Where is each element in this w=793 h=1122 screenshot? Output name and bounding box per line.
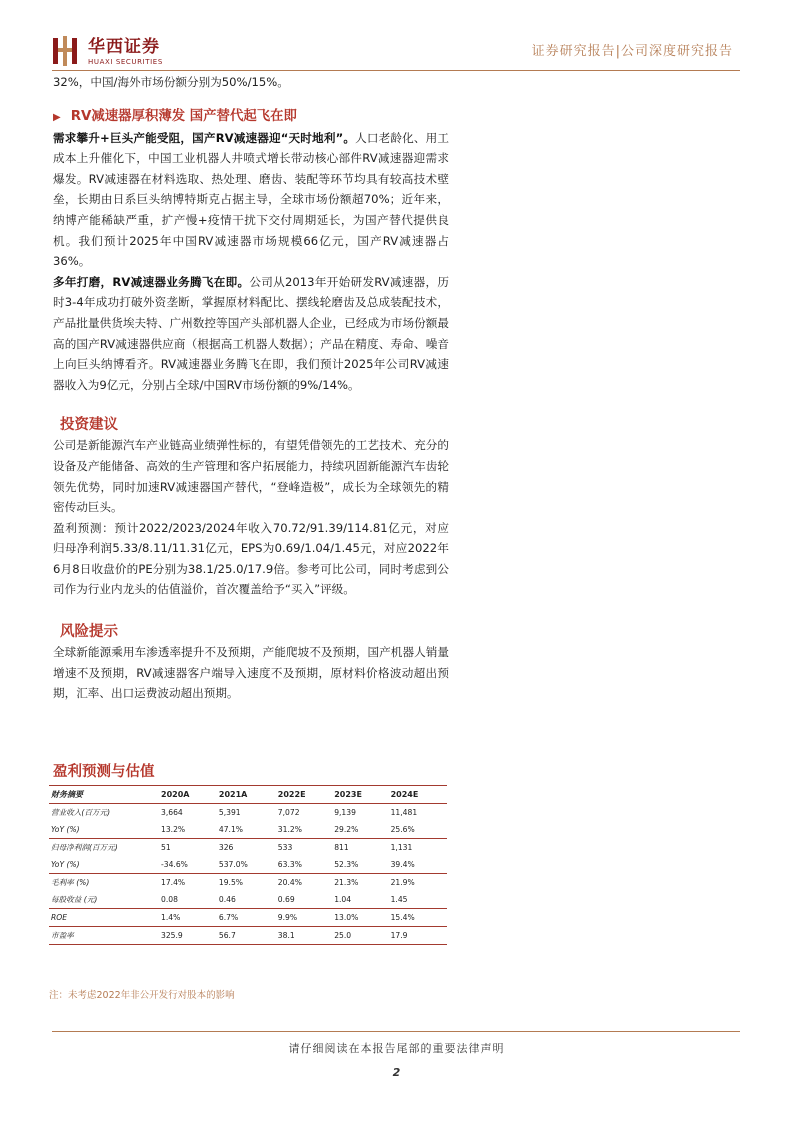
page-header	[0, 0, 793, 72]
table-cell: 15.4%	[391, 909, 447, 927]
report-type-label: 证券研究报告|公司深度研究报告	[531, 44, 733, 59]
table-cell: 533	[278, 839, 334, 857]
table-cell: 0.46	[218, 895, 236, 904]
rv-section-heading	[53, 107, 449, 128]
table-cell: 1.45	[390, 895, 408, 904]
table-cell: 5,391	[218, 808, 241, 817]
table-row	[49, 856, 447, 874]
header-divider	[52, 70, 740, 71]
brand-name-english: HUAXI SECURITIES	[88, 58, 163, 66]
table-cell: 811	[334, 839, 390, 857]
table-cell: 17.4%	[161, 874, 219, 892]
table-cell: -34.6%	[161, 860, 188, 869]
table-cell: 0.08	[161, 895, 178, 904]
header-cell: 2024E	[391, 786, 447, 804]
table-note: 注：未考虑2022年非公开发行对股本的影响	[49, 990, 235, 1001]
header-cell: 2022E	[278, 786, 334, 804]
table-cell: 13.0%	[334, 909, 390, 927]
table-cell: 47.1%	[218, 825, 244, 834]
row-label: 归母净利润(百万元)	[49, 839, 161, 857]
table-cell: 17.9	[391, 927, 447, 945]
rv-paragraph-2-lead: 多年打磨，RV减速器业务腾飞在即。	[53, 274, 250, 289]
table-cell: 25.0	[334, 927, 390, 945]
table-row	[49, 927, 447, 945]
row-label: 市盈率	[49, 927, 161, 945]
invest-paragraph-1: 公司是新能源汽车产业链高业绩弹性标的，有望凭借领先的工艺技术、充分的设备及产能储备、高效的生产管理和客户拓展能力，持续巩固新能源汽车齿轮领先优势，同时加速RV减速器国产替代，“登峰造极”，成长为全球领先的精密传动巨头。	[53, 438, 449, 515]
table-cell: 0.69	[277, 895, 295, 904]
table-row	[49, 804, 447, 822]
table-cell: 326	[219, 839, 278, 857]
page-number: 2	[392, 1066, 401, 1079]
table-cell: 1.4%	[161, 909, 219, 927]
table-title: 盈利预测与估值	[53, 764, 155, 780]
table-cell: 7,072	[277, 808, 300, 817]
invest-paragraph-2: 盈利预测：预计2022/2023/2024年收入70.72/91.39/114.81亿元，对应归母净利润5.33/8.11/11.31亿元，EPS为0.69/1.04/1.45元，对应2022年6月8日收盘价的PE分别为38.1/25.0/17.9倍。参考可比公司，同时考虑到公司作为行业内龙头的估值溢价，首次覆盖给予“买入”评级。	[53, 520, 449, 597]
rv-paragraph-2-text: 公司从2013年开始研发RV减速器，历时3-4年成功打破外资垄断，掌握原材料配比、摆线轮磨齿及总成装配技术，产品批量供货埃夫特、广州数控等国产头部机器人企业，已经成为市场份额最高的国产RV减速器供应商（根据高工机器人数据）；产品在精度、寿命、噪音上向巨头纳博看齐。RV减速器业务腾飞在即，我们预计2025年公司RV减速器收入为9亿元，分别占全球/中国RV市场份额的9%/14%。	[53, 274, 450, 392]
header-cell: 2021A	[219, 786, 278, 804]
table-cell: 39.4%	[390, 860, 415, 869]
table-cell: 20.4%	[278, 874, 334, 892]
rv-section-heading-text: RV减速器厚积薄发 国产替代起飞在即	[70, 108, 297, 124]
table-cell: 6.7%	[219, 909, 278, 927]
table-row	[49, 821, 447, 839]
rv-paragraph-1-lead: 需求攀升+巨头产能受阻，国产RV减速器迎“天时地利”。	[53, 130, 356, 145]
row-label: 毛利率 (%)	[49, 874, 161, 892]
brand-name: 华西证券	[88, 37, 160, 57]
rv-paragraph-1-text: 人口老龄化、用工成本上升催化下，中国工业机器人井喷式增长带动核心部件RV减速器迎需求爆发。RV减速器在材料选取、热处理、磨齿、装配等环节均具有较高技术壁垒，长期由日系巨头纳博特斯克占据主导，全球市场份额超70%；近年来，纳博产能稀缺严重，扩产慢+疫情干扰下交付周期延长，为国产替代提供良机。我们预计2025年中国RV减速器市场规模66亿元，国产RV减速器占36%。	[53, 130, 449, 269]
table-cell: 9.9%	[278, 909, 334, 927]
table-cell: 51	[161, 839, 219, 857]
table-cell: 11,481	[390, 808, 418, 817]
row-label: YoY (%)	[51, 825, 80, 834]
row-label: ROE	[49, 909, 161, 927]
row-label: 每股收益 (元)	[51, 895, 98, 904]
triangle-bullet-icon: ▶	[53, 111, 61, 123]
intro-text: 32%，中国/海外市场份额分别为50%/15%。	[53, 75, 289, 89]
table-cell: 31.2%	[277, 825, 302, 834]
table-cell: 9,139	[334, 808, 356, 817]
table-cell: 56.7	[219, 927, 278, 945]
row-label: 营业收入(百万元)	[51, 808, 111, 817]
forecast-table	[49, 785, 447, 945]
table-cell: 13.2%	[161, 825, 186, 834]
table-cell: 52.3%	[334, 860, 359, 869]
row-label: YoY (%)	[51, 860, 80, 869]
rv-paragraph-1	[53, 128, 449, 272]
table-row	[49, 891, 447, 909]
table-row	[49, 874, 447, 892]
table-cell: 29.2%	[334, 825, 359, 834]
header-cell: 2020A	[161, 786, 219, 804]
table-cell: 3,664	[161, 808, 183, 817]
footer-divider	[52, 1031, 740, 1032]
huaxi-logo-icon	[52, 36, 78, 66]
risk-title: 风险提示	[60, 624, 118, 641]
main-content	[53, 72, 449, 704]
table-cell: 1,131	[391, 839, 447, 857]
table-cell: 1.04	[334, 895, 352, 904]
table-row	[49, 839, 447, 857]
table-cell: 21.3%	[334, 874, 390, 892]
table-cell: 63.3%	[277, 860, 302, 869]
rv-paragraph-2	[53, 272, 449, 396]
table-cell: 21.9%	[391, 874, 447, 892]
table-cell: 25.6%	[390, 825, 415, 834]
table-cell: 19.5%	[219, 874, 278, 892]
table-cell: 537.0%	[218, 860, 248, 869]
header-cell: 财务摘要	[49, 786, 161, 804]
table-cell: 38.1	[278, 927, 334, 945]
invest-title: 投资建议	[60, 417, 118, 434]
header-cell: 2023E	[334, 786, 390, 804]
footer-disclaimer: 请仔细阅读在本报告尾部的重要法律声明	[288, 1042, 505, 1055]
table-cell: 325.9	[161, 927, 219, 945]
table-header-row	[49, 786, 447, 804]
table-row	[49, 909, 447, 927]
risk-paragraph: 全球新能源乘用车渗透率提升不及预期，产能爬坡不及预期，国产机器人销量增速不及预期，RV减速器客户端导入速度不及预期，原材料价格波动超出预期，汇率、出口运费波动超出预期。	[53, 645, 449, 701]
